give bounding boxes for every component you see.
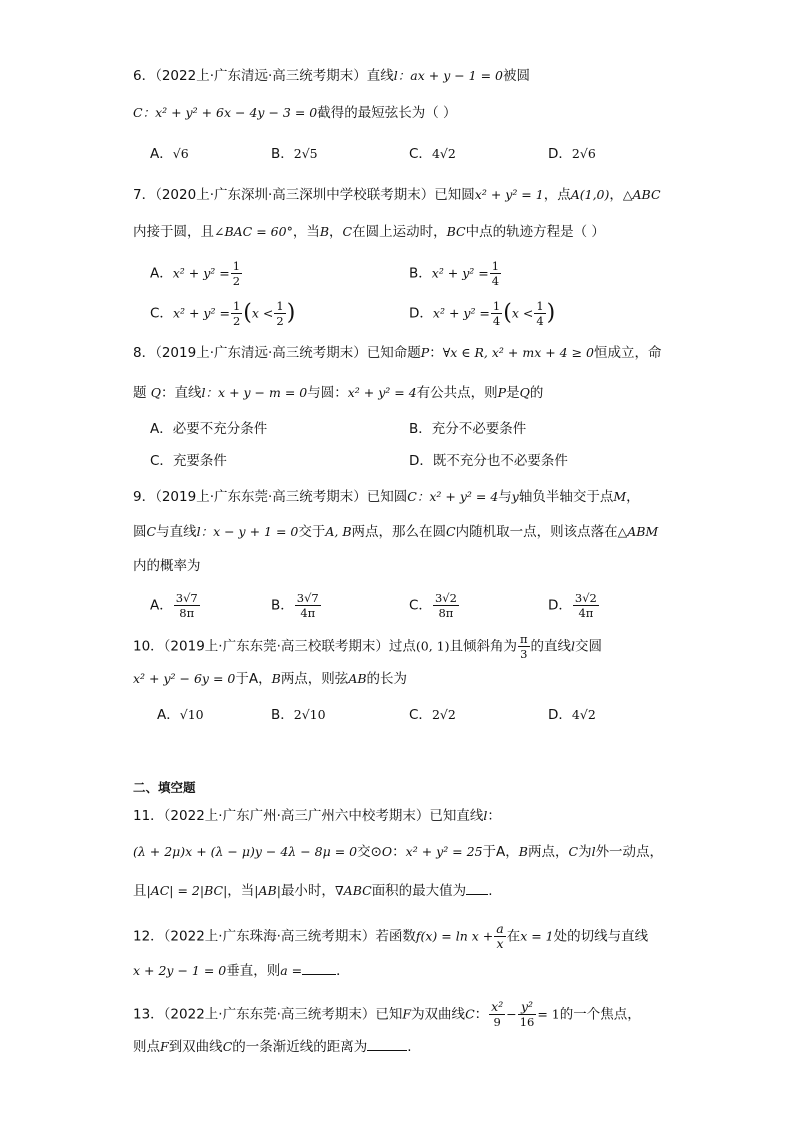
fraction [489, 1000, 505, 1029]
math: ∀x ∈ R, x² + mx + 4 ≥ 0 [442, 345, 594, 360]
math: F [402, 1006, 412, 1022]
math: x < [511, 305, 534, 321]
numerator: x² [491, 999, 504, 1014]
text: . [407, 1039, 412, 1055]
text: 轴负半轴交于点 [518, 489, 614, 505]
text: 交于 [298, 524, 326, 540]
numerator: 1 [536, 299, 544, 313]
text: ， [609, 187, 623, 203]
math: l：ax + y − 1 = 0 [393, 68, 504, 83]
text: 到双曲线 [168, 1039, 223, 1055]
text: ： [487, 808, 501, 824]
text: 面积的最大值为 [371, 883, 467, 899]
text: ，点 [543, 187, 571, 203]
q7-line1 [133, 185, 661, 205]
text: ，当 [227, 883, 255, 899]
paren-left: ( [503, 300, 512, 326]
text: 为双曲线 [411, 1006, 466, 1023]
denominator: 4 [536, 314, 544, 328]
denominator: 2 [276, 314, 284, 328]
text: C． [409, 707, 432, 723]
math: l：x + y − m = 0 [201, 385, 308, 400]
q6-line2 [133, 103, 457, 123]
text: ： [474, 1006, 489, 1023]
text: ． [336, 963, 350, 979]
text: 充分不必要条件 [431, 421, 527, 437]
answer-blank[interactable] [466, 880, 488, 895]
q11-line2 [133, 842, 663, 862]
math: C [146, 524, 157, 539]
q11-line1 [133, 806, 501, 826]
q7-option-b[interactable] [409, 259, 502, 288]
q7-option-d[interactable] [409, 299, 555, 328]
text: 6．（2022上·广东清远·高三统考期末）直线 [133, 68, 394, 84]
text: 截得的最短弦长为（ ） [317, 105, 457, 121]
math: x² + y² = [432, 305, 490, 321]
q13-line2 [133, 1036, 412, 1057]
text: ，当 [292, 224, 320, 240]
numerator: 1 [232, 299, 241, 313]
math: 4√2 [431, 146, 456, 161]
math: C：x² + y² + 6x − 4y − 3 = 0 [133, 105, 318, 120]
math: l [571, 638, 576, 654]
math: x² + y² = 4 [347, 385, 417, 400]
math: △ABC [622, 187, 661, 202]
text: 充要条件 [172, 453, 227, 469]
text: . [488, 883, 493, 899]
math: x² + y² = [172, 305, 230, 321]
math: O [381, 844, 393, 859]
text: 的 [529, 385, 544, 401]
text: 中点的轨迹方程是（ ） [465, 224, 605, 240]
math: l：x − y + 1 = 0 [196, 524, 299, 539]
math: Q [519, 385, 530, 400]
q10-line2 [133, 669, 407, 689]
text: B． [409, 265, 432, 282]
text: 的直线 [530, 638, 572, 655]
text: 在 [506, 928, 521, 945]
numerator: a [496, 921, 504, 936]
q8-line1 [133, 343, 662, 363]
text: 内接于圆，且 [133, 224, 214, 240]
math: (λ + 2μ)x + (λ − μ)y − 4λ − 8μ = 0 [133, 844, 358, 859]
text: B． [271, 146, 294, 162]
math: A, B [325, 524, 352, 539]
text: 必要不充分条件 [172, 421, 268, 437]
fraction [573, 591, 599, 620]
fraction [174, 591, 200, 620]
text: 既不充分也不必要条件 [432, 453, 568, 469]
math: 2√6 [571, 146, 596, 161]
text: 且倾斜角为 [449, 638, 517, 655]
math: C [446, 524, 456, 539]
text: 的一个焦点， [559, 1006, 641, 1023]
q9-option-d[interactable] [548, 591, 600, 620]
q9-line1 [133, 487, 640, 507]
text: C． [409, 597, 432, 614]
fraction [295, 591, 321, 620]
text: 交圆 [575, 638, 603, 655]
text: 则点 [133, 1039, 160, 1055]
q8-line2 [133, 383, 543, 403]
fraction [490, 259, 501, 288]
math: x² + y² − 6y = 0 [133, 671, 236, 686]
text: 处的切线与直线 [553, 928, 649, 945]
q10-option-a[interactable] [157, 705, 204, 725]
numerator: 1 [232, 259, 241, 273]
paren-right: ) [286, 300, 296, 326]
denominator: 2 [232, 314, 241, 328]
text: 两点， [527, 844, 569, 860]
text: 内随机取一点，则该点落在 [455, 524, 618, 540]
text: 7．（2020上·广东深圳·高三深圳中学校联考期末）已知圆 [133, 187, 475, 203]
math: BC [446, 224, 466, 239]
fraction [534, 299, 545, 328]
denominator: 2 [232, 274, 241, 288]
denominator: 8π [438, 606, 454, 620]
text: 且 [133, 883, 147, 899]
q8-option-a[interactable] [150, 419, 267, 439]
text: ， [626, 489, 640, 505]
q6-option-d[interactable] [548, 144, 596, 164]
math: x² + y² = [172, 265, 230, 281]
math: x = 1 [520, 928, 554, 944]
q13-line1 [133, 1000, 641, 1029]
math: M [613, 489, 627, 504]
q8-option-c[interactable] [150, 451, 227, 471]
denominator: 4 [491, 274, 500, 288]
text: 题 [133, 385, 147, 401]
math: √10 [179, 707, 204, 722]
text: A． [157, 707, 180, 723]
answer-blank[interactable] [367, 1036, 407, 1051]
math: B [271, 671, 281, 686]
math: Q [150, 385, 162, 400]
text: D． [548, 597, 572, 614]
fraction [518, 632, 530, 661]
text: A． [150, 597, 173, 614]
q8-option-d[interactable] [409, 451, 568, 471]
text: ：直线 [161, 385, 202, 401]
q6-option-c[interactable] [409, 144, 456, 164]
fraction [433, 591, 459, 620]
q7-option-a[interactable] [150, 259, 243, 288]
text: A． [150, 421, 173, 437]
text: 12．（2022上·广东珠海·高三统考期末）若函数 [133, 928, 416, 945]
text: 两点，则弦 [280, 671, 349, 687]
text: D． [409, 305, 433, 322]
numerator: 1 [492, 299, 501, 313]
q12-line2 [133, 960, 350, 981]
numerator: 1 [276, 299, 284, 313]
math: B [319, 224, 330, 239]
text: ： [429, 345, 443, 361]
text: 圆 [133, 524, 147, 540]
text: 的长为 [366, 671, 408, 687]
text: A． [150, 265, 173, 282]
q7-line2 [133, 222, 605, 242]
denominator: 4π [300, 606, 316, 620]
math: (0, 1) [415, 638, 450, 654]
answer-blank[interactable] [302, 960, 336, 975]
math: ∠BAC = 60° [214, 224, 293, 239]
denominator: 8π [179, 606, 195, 620]
text: C． [150, 305, 173, 322]
q7-option-c[interactable] [150, 299, 295, 328]
minus: − [506, 1006, 517, 1022]
math: f(x) = ln x + [415, 928, 494, 944]
text: 的一条渐近线的距离为 [232, 1039, 368, 1055]
text: D． [409, 453, 433, 469]
math: C [568, 844, 579, 859]
text: 有公共点，则 [416, 385, 498, 401]
text: D． [548, 146, 572, 162]
math: y [511, 489, 519, 504]
text: 与 [498, 489, 512, 505]
text: B． [271, 707, 294, 723]
math: 4√2 [571, 707, 596, 722]
text: 与圆： [307, 385, 348, 401]
text: 恒成立，命 [594, 345, 662, 361]
q11-line3 [133, 880, 492, 901]
numerator: 3√7 [175, 591, 198, 605]
numerator: 3√2 [434, 591, 457, 605]
text: 9．（2019上·广东东莞·高三统考期末）已知圆 [133, 489, 408, 505]
math: B [518, 844, 528, 859]
denominator: 4π [578, 606, 594, 620]
math: x + 2y − 1 = 0 [133, 963, 227, 978]
denominator: 3 [520, 647, 528, 661]
text: C． [409, 146, 432, 162]
q6-line1 [133, 66, 530, 86]
text: ， [329, 224, 343, 240]
q6-option-b[interactable] [271, 144, 318, 164]
fraction [491, 299, 502, 328]
q10-option-d[interactable] [548, 705, 596, 725]
text: D． [548, 707, 572, 723]
denominator: 9 [493, 1015, 501, 1029]
math: x² + y² = 1 [474, 187, 544, 202]
text: B． [271, 597, 294, 614]
math: √6 [172, 146, 189, 161]
math: 2√10 [293, 707, 326, 722]
math: = 1 [537, 1006, 560, 1022]
numerator: 1 [491, 259, 500, 273]
fraction [494, 922, 505, 951]
math: A(1,0) [570, 187, 610, 202]
text: C． [150, 453, 173, 469]
text: 为 [578, 844, 592, 860]
q9-line2 [133, 522, 658, 542]
math: P [497, 385, 507, 400]
numerator: 3√7 [296, 591, 319, 605]
paren-right: ) [546, 300, 556, 326]
math: AB [348, 671, 367, 686]
text: 于A， [235, 671, 272, 687]
math: |AC| = 2|BC| [146, 883, 228, 898]
math: x² + y² = 25 [405, 844, 483, 859]
denominator: x [496, 936, 504, 951]
text: 于A， [482, 844, 519, 860]
math: C [222, 1039, 233, 1054]
q10-line1 [133, 632, 602, 661]
math: △ABM [617, 524, 659, 539]
text: 被圆 [503, 68, 531, 84]
q12-line1 [133, 922, 648, 951]
text: 8．（2019上·广东清远·高三统考期末）已知命题 [133, 345, 421, 361]
q9-line3: 内的概率为 [133, 558, 201, 574]
fraction [518, 1000, 537, 1029]
fraction [274, 299, 285, 328]
text: ： [392, 844, 406, 860]
q9-option-b[interactable] [271, 591, 322, 620]
math: l [483, 808, 488, 823]
paren-left: ( [243, 300, 252, 326]
text: 是 [506, 385, 520, 401]
text: 外一动点， [595, 844, 664, 860]
text: A． [150, 146, 173, 162]
text: 最小时， [280, 883, 335, 899]
text: 11．（2022上·广东广州·高三广州六中校考期末）已知直线 [133, 808, 484, 824]
text: 两点，那么在圆 [351, 524, 447, 540]
numerator: y² [518, 1000, 537, 1015]
text: 13．（2022上·广东东莞·高三统考期末）已知 [133, 1006, 403, 1023]
math: 2√2 [431, 707, 456, 722]
section-title: 二、填空题 [133, 780, 196, 795]
math: ∇ABC [334, 883, 372, 898]
denominator: 4 [492, 314, 501, 328]
math: F [160, 1039, 169, 1054]
math: x² + y² = [431, 265, 489, 281]
q9-option-a[interactable] [150, 591, 201, 620]
q9-option-c[interactable] [409, 591, 460, 620]
math: l [591, 844, 596, 859]
q10-option-b[interactable] [271, 705, 326, 725]
text: 与直线 [156, 524, 197, 540]
math: 2√5 [293, 146, 318, 161]
q8-option-b[interactable] [409, 419, 526, 439]
text: B． [409, 421, 432, 437]
q6-option-a[interactable] [150, 144, 189, 164]
math: a = [280, 963, 303, 978]
math: C：x² + y² = 4 [407, 489, 499, 504]
text: 垂直，则 [226, 963, 281, 979]
math: C [342, 224, 353, 239]
text: 在圆上运动时， [352, 224, 447, 240]
fraction [231, 259, 242, 288]
math: x < [251, 305, 274, 321]
text: 交⊙ [357, 844, 382, 860]
math: |AB| [254, 883, 281, 898]
numerator: π [519, 632, 528, 646]
denominator: 16 [519, 1015, 535, 1029]
math: P [420, 345, 430, 360]
q10-option-c[interactable] [409, 705, 456, 725]
numerator: 3√2 [574, 591, 597, 605]
text: 10．（2019上·广东东莞·高三校联考期末）过点 [133, 638, 416, 655]
fraction [231, 299, 242, 328]
math: C [465, 1006, 475, 1022]
